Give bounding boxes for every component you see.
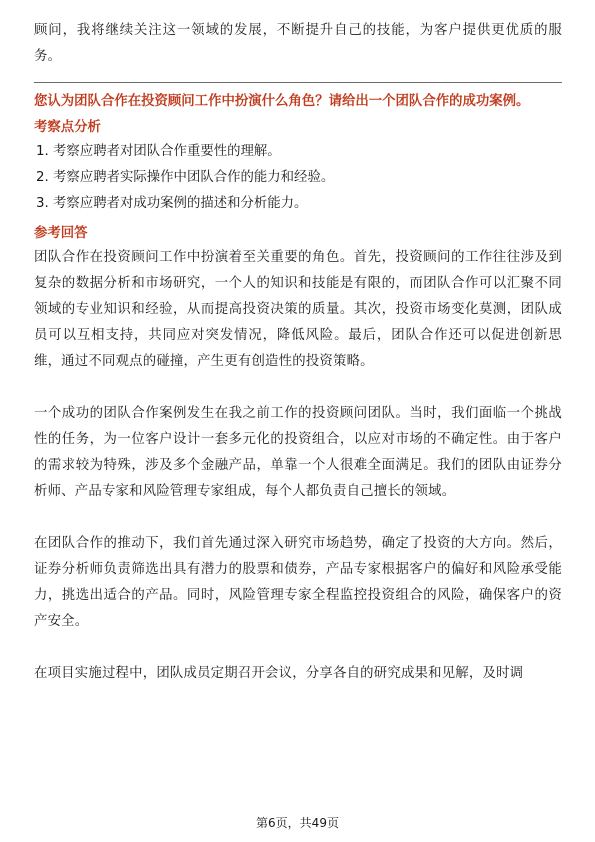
paragraph-gap [34,635,562,661]
answer-paragraph: 在项目实施过程中，团队成员定期召开会议，分享各自的研究成果和见解，及时调 [34,666,524,681]
analysis-item: 2. 考察应聘者实际操作中团队合作的能力和经验。 [36,170,335,185]
answer-paragraph: 团队合作在投资顾问工作中扮演着至关重要的角色。首先，投资顾问的工作往往涉及到复杂的数据分析和市场研究，一个人的知识和技能是有限的，而团队合作可以汇聚不同领域的专业知识和经验，从而提高投资决策的质量。其次，投资市场变化莫测，团队成员可以互相支持，共同应对突发情况，降低风险。最后，团队合作还可以促进创新思维，通过不同观点的碰撞，产生更有创造性的投资策略。 [34,250,562,369]
page-content [34,18,562,687]
question-title: 您认为团队合作在投资顾问工作中扮演什么角色？请给出一个团队合作的成功案例。 [34,94,530,109]
page-number: 第6页，共49页 [256,816,339,830]
paragraph-gap [34,375,562,401]
answer-heading: 参考回答 [34,226,88,241]
intro-continuation: 顾问，我将继续关注这一领域的发展，不断提升自己的技能，为客户提供更优质的服务。 [34,23,562,64]
analysis-item: 3. 考察应聘者对成功案例的描述和分析能力。 [36,196,308,211]
answer-paragraph: 一个成功的团队合作案例发生在我之前工作的投资顾问团队。当时，我们面临一个挑战性的任务，为一位客户设计一套多元化的投资组合，以应对市场的不确定性。由于客户的需求较为特殊，涉及多个金融产品，单靠一个人很难全面满足。我们的团队由证券分析师、产品专家和风险管理专家组成，每个人都负责自己擅长的领域。 [34,406,562,499]
analysis-heading: 考察点分析 [34,120,101,135]
analysis-item: 1. 考察应聘者对团队合作重要性的理解。 [36,144,281,159]
paragraph-gap [34,505,562,531]
section-divider [34,82,562,83]
answer-paragraph: 在团队合作的推动下，我们首先通过深入研究市场趋势，确定了投资的大方向。然后，证券分析师负责筛选出具有潜力的股票和债券，产品专家根据客户的偏好和风险承受能力，挑选出适合的产品。同时，风险管理专家全程监控投资组合的风险，确保客户的资产安全。 [34,536,562,629]
